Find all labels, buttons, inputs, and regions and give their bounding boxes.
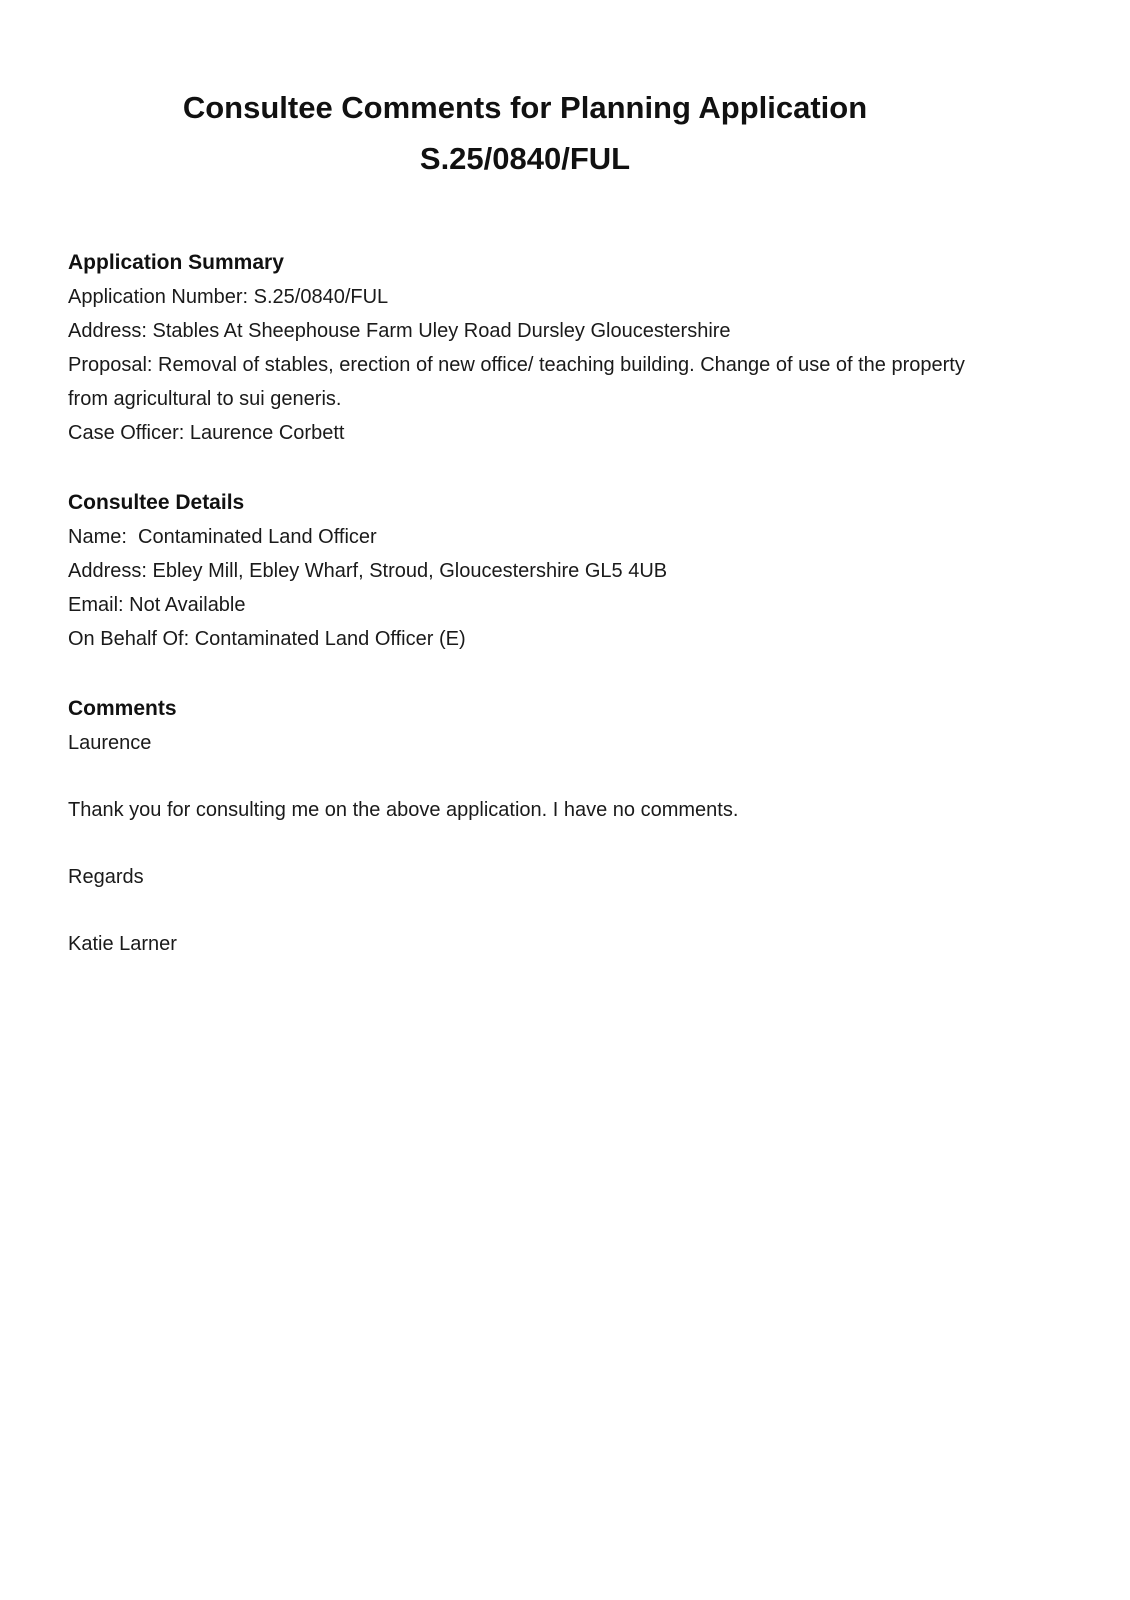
consultee-on-behalf-line: On Behalf Of: Contaminated Land Officer (E): [68, 628, 466, 650]
document-title-line1: Consultee Comments for Planning Application: [182, 90, 868, 125]
application-number-line: Application Number: S.25/0840/FUL: [68, 286, 389, 308]
document-title: [68, 82, 982, 184]
application-summary-heading: Application Summary: [68, 251, 284, 274]
case-officer-line: Case Officer: Laurence Corbett: [68, 422, 345, 444]
consultee-details-heading: Consultee Details: [68, 491, 245, 514]
consultee-name-line: Name: Contaminated Land Officer: [68, 526, 377, 548]
application-address-line: Address: Stables At Sheephouse Farm Uley Road Dursley Gloucestershire: [68, 320, 731, 342]
document-title-line2: S.25/0840/FUL: [419, 141, 631, 176]
application-summary-section: [68, 246, 982, 450]
comment-body: Thank you for consulting me on the above application. I have no comments.: [68, 799, 739, 821]
comment-regards: Regards: [68, 866, 144, 888]
comments-heading: Comments: [68, 697, 177, 720]
consultee-email-line: Email: Not Available: [68, 594, 246, 616]
comments-section: [68, 692, 982, 961]
comment-salutation: Laurence: [68, 732, 152, 754]
comment-signature: Katie Larner: [68, 933, 177, 955]
consultee-address-line: Address: Ebley Mill, Ebley Wharf, Stroud, Gloucestershire GL5 4UB: [68, 560, 668, 582]
application-proposal-line: Proposal: Removal of stables, erection of new office/ teaching building. Change of use of the property from agricultural to sui generis.: [68, 354, 971, 410]
consultee-details-section: [68, 486, 982, 656]
